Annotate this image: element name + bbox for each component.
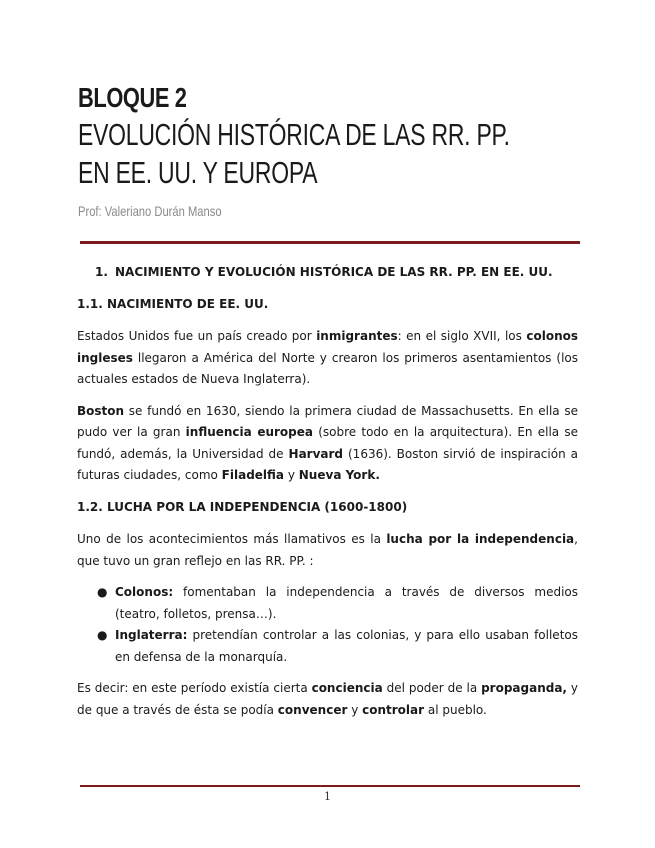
bullet-icon: ● xyxy=(97,585,108,599)
paragraph: Es decir: en este período existía cierta conciencia del poder de la propaganda, y de que a través de ésta se podía convencer y controlar al pueblo. xyxy=(77,681,578,717)
block-label: BLOQUE 2 xyxy=(78,82,187,113)
list-item: ● Colonos: fomentaban la independencia a través de diversos medios (teatro, folletos, prensa…). xyxy=(97,582,578,625)
footer-divider xyxy=(80,785,580,787)
page-number: 1 xyxy=(324,790,331,803)
section-heading xyxy=(95,262,578,284)
bullet-list xyxy=(77,582,578,668)
bullet-icon: ● xyxy=(97,628,108,642)
document-title-line-1: EVOLUCIÓN HISTÓRICA DE LAS RR. PP. xyxy=(78,117,510,152)
subsection-heading-1-1: 1.1. NACIMIENTO DE EE. UU. xyxy=(77,296,269,311)
section-number: 1. xyxy=(95,265,108,279)
section-title: NACIMIENTO Y EVOLUCIÓN HISTÓRICA DE LAS RR. PP. EN EE. UU. xyxy=(115,265,553,279)
document-title-line-2: EN EE. UU. Y EUROPA xyxy=(78,155,318,190)
header-divider xyxy=(80,241,580,244)
paragraph: Boston se fundó en 1630, siendo la primera ciudad de Massachusetts. En ella se pudo ver la gran influencia europea (sobre todo en la arquitectura). En ella se fundó, además, la Universidad de Harvard (1636). Boston sirvió de inspiración a futuras ciudades, como Filadelfia y Nueva York. xyxy=(77,403,579,482)
title-block xyxy=(78,80,655,192)
list-item: ● Inglaterra: pretendían controlar a las colonias, y para ello usaban folletos en defensa de la monarquía. xyxy=(97,625,578,668)
document-body xyxy=(77,262,578,731)
paragraph: Estados Unidos fue un país creado por inmigrantes: en el siglo XVII, los colonos ingleses llegaron a América del Norte y crearon los primeros asentamientos (los actuales estados de Nueva Inglaterra). xyxy=(77,329,579,386)
author-line: Prof: Valeriano Durán Manso xyxy=(78,203,222,219)
paragraph: Uno de los acontecimientos más llamativos es la lucha por la independencia, que tuvo un gran reflejo en las RR. PP. : xyxy=(77,532,578,568)
subsection-heading-1-2: 1.2. LUCHA POR LA INDEPENDENCIA (1600-1800) xyxy=(77,499,408,514)
